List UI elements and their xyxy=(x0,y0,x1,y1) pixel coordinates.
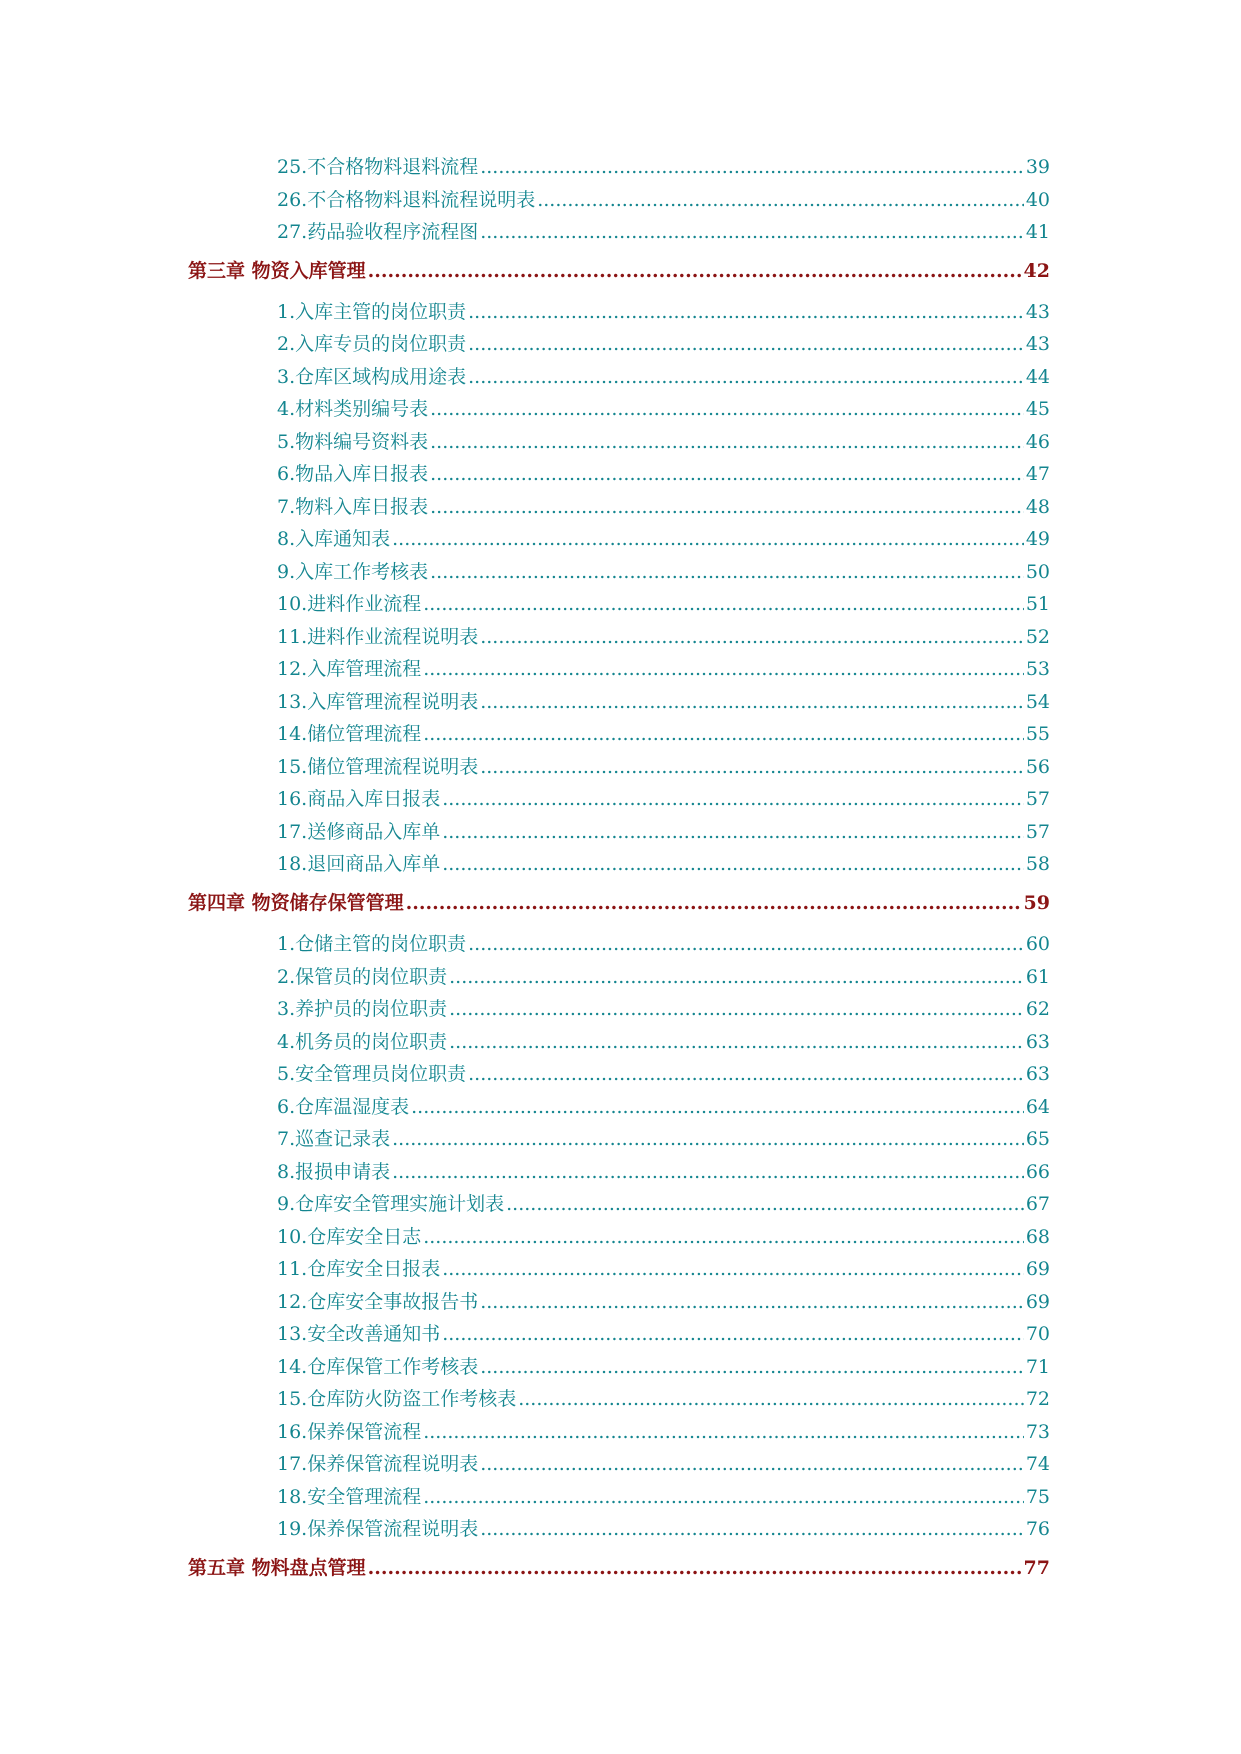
toc-entry[interactable] xyxy=(277,498,1050,517)
toc-page-number: 57 xyxy=(1025,821,1050,843)
toc-entry[interactable] xyxy=(277,335,1050,354)
toc-entry-title: 15.储位管理流程说明表 xyxy=(277,756,479,778)
toc-page-number: 39 xyxy=(1025,156,1050,178)
toc-page-number: 41 xyxy=(1025,221,1050,243)
toc-page-number: 70 xyxy=(1025,1323,1050,1345)
dot-leader xyxy=(468,303,1024,322)
dot-leader xyxy=(480,158,1024,177)
toc-entry-title: 第三章 物资入库管理 xyxy=(188,260,366,282)
toc-page-number: 45 xyxy=(1025,398,1050,420)
dot-leader xyxy=(423,660,1024,679)
toc-entry-title: 15.仓库防火防盗工作考核表 xyxy=(277,1388,517,1410)
toc-entry[interactable] xyxy=(277,758,1050,777)
toc-page-number: 66 xyxy=(1025,1161,1050,1183)
toc-page-number: 62 xyxy=(1025,998,1050,1020)
toc-entry-title: 13.安全改善通知书 xyxy=(277,1323,441,1345)
dot-leader xyxy=(442,823,1024,842)
dot-leader xyxy=(518,1390,1024,1409)
toc-entry-title: 4.材料类别编号表 xyxy=(277,398,429,420)
toc-entry[interactable] xyxy=(277,1228,1050,1247)
toc-page-number: 50 xyxy=(1025,561,1050,583)
toc-entry-title: 9.入库工作考核表 xyxy=(277,561,429,583)
toc-entry-title: 9.仓库安全管理实施计划表 xyxy=(277,1193,505,1215)
dot-leader xyxy=(411,1098,1024,1117)
dot-leader xyxy=(442,855,1024,874)
toc-page-number: 71 xyxy=(1025,1356,1050,1378)
dot-leader xyxy=(368,1559,1022,1578)
toc-entry-title: 7.巡查记录表 xyxy=(277,1128,391,1150)
toc-entry[interactable] xyxy=(277,1098,1050,1117)
toc-page-number: 64 xyxy=(1025,1096,1050,1118)
dot-leader xyxy=(430,465,1024,484)
dot-leader xyxy=(442,790,1024,809)
toc-page-number: 61 xyxy=(1025,966,1050,988)
dot-leader xyxy=(480,628,1024,647)
toc-chapter-entry[interactable] xyxy=(188,1559,1050,1578)
toc-entry-title: 25.不合格物料退料流程 xyxy=(277,156,479,178)
dot-leader xyxy=(480,758,1024,777)
dot-leader xyxy=(468,335,1024,354)
toc-page-number: 42 xyxy=(1023,260,1050,282)
dot-leader xyxy=(480,223,1024,242)
toc-page-number: 69 xyxy=(1025,1291,1050,1313)
toc-page-number: 43 xyxy=(1025,301,1050,323)
toc-entry-title: 第五章 物料盘点管理 xyxy=(188,1557,366,1579)
toc-entry-title: 5.物料编号资料表 xyxy=(277,431,429,453)
toc-page-number: 74 xyxy=(1025,1453,1050,1475)
toc-entry[interactable] xyxy=(277,855,1050,874)
toc-entry[interactable] xyxy=(277,968,1050,987)
toc-page-number: 52 xyxy=(1025,626,1050,648)
dot-leader xyxy=(392,530,1024,549)
toc-page-number: 68 xyxy=(1025,1226,1050,1248)
toc-entry-title: 14.仓库保管工作考核表 xyxy=(277,1356,479,1378)
dot-leader xyxy=(468,935,1024,954)
toc-entry[interactable] xyxy=(277,530,1050,549)
toc-entry-title: 3.养护员的岗位职责 xyxy=(277,998,448,1020)
toc-entry-title: 6.物品入库日报表 xyxy=(277,463,429,485)
toc-entry[interactable] xyxy=(277,1325,1050,1344)
toc-entry[interactable] xyxy=(277,1455,1050,1474)
toc-entry[interactable] xyxy=(277,433,1050,452)
toc-page-number: 43 xyxy=(1025,333,1050,355)
dot-leader xyxy=(423,1423,1024,1442)
toc-entry-title: 11.仓库安全日报表 xyxy=(277,1258,441,1280)
toc-entry[interactable] xyxy=(277,1358,1050,1377)
toc-entry[interactable] xyxy=(277,563,1050,582)
dot-leader xyxy=(449,1033,1024,1052)
dot-leader xyxy=(430,498,1024,517)
toc-entry[interactable] xyxy=(277,1000,1050,1019)
toc-entry-title: 27.药品验收程序流程图 xyxy=(277,221,479,243)
dot-leader xyxy=(430,563,1024,582)
toc-chapter-entry[interactable] xyxy=(188,894,1050,913)
toc-page-number: 49 xyxy=(1025,528,1050,550)
toc-entry-title: 16.保养保管流程 xyxy=(277,1421,422,1443)
toc-entry-title: 12.仓库安全事故报告书 xyxy=(277,1291,479,1313)
toc-page-number: 67 xyxy=(1025,1193,1050,1215)
toc-entry[interactable] xyxy=(277,1195,1050,1214)
toc-entry-title: 10.仓库安全日志 xyxy=(277,1226,422,1248)
toc-entry-title: 17.保养保管流程说明表 xyxy=(277,1453,479,1475)
toc-page-number: 63 xyxy=(1025,1031,1050,1053)
toc-entry-title: 19.保养保管流程说明表 xyxy=(277,1518,479,1540)
toc-page-number: 44 xyxy=(1025,366,1050,388)
toc-entry[interactable] xyxy=(277,223,1050,242)
dot-leader xyxy=(480,1293,1024,1312)
toc-page-number: 55 xyxy=(1025,723,1050,745)
toc-entry[interactable] xyxy=(277,790,1050,809)
toc-entry-title: 3.仓库区域构成用途表 xyxy=(277,366,467,388)
toc-entry-title: 6.仓库温湿度表 xyxy=(277,1096,410,1118)
toc-page-number: 60 xyxy=(1025,933,1050,955)
dot-leader xyxy=(392,1163,1024,1182)
toc-page-number: 46 xyxy=(1025,431,1050,453)
toc-page-number: 48 xyxy=(1025,496,1050,518)
toc-entry[interactable] xyxy=(277,1390,1050,1409)
toc-entry[interactable] xyxy=(277,1065,1050,1084)
dot-leader xyxy=(442,1325,1024,1344)
toc-entry-title: 2.入库专员的岗位职责 xyxy=(277,333,467,355)
toc-entry[interactable] xyxy=(277,628,1050,647)
toc-page-number: 73 xyxy=(1025,1421,1050,1443)
toc-entry[interactable] xyxy=(277,1423,1050,1442)
toc-entry-title: 7.物料入库日报表 xyxy=(277,496,429,518)
toc-entry-title: 4.机务员的岗位职责 xyxy=(277,1031,448,1053)
dot-leader xyxy=(506,1195,1024,1214)
dot-leader xyxy=(423,595,1024,614)
toc-entry[interactable] xyxy=(277,595,1050,614)
toc-entry[interactable] xyxy=(277,465,1050,484)
dot-leader xyxy=(430,433,1024,452)
dot-leader xyxy=(468,368,1024,387)
toc-entry-title: 8.入库通知表 xyxy=(277,528,391,550)
dot-leader xyxy=(449,1000,1024,1019)
toc-entry-title: 2.保管员的岗位职责 xyxy=(277,966,448,988)
toc-entry[interactable] xyxy=(277,693,1050,712)
dot-leader xyxy=(449,968,1024,987)
toc-page-number: 65 xyxy=(1025,1128,1050,1150)
toc-page-number: 75 xyxy=(1025,1486,1050,1508)
toc-entry[interactable] xyxy=(277,191,1050,210)
toc-entry-title: 18.安全管理流程 xyxy=(277,1486,422,1508)
toc-chapter-entry[interactable] xyxy=(188,262,1050,281)
toc-entry-title: 12.入库管理流程 xyxy=(277,658,422,680)
toc-page-number: 51 xyxy=(1025,593,1050,615)
toc-entry-title: 26.不合格物料退料流程说明表 xyxy=(277,189,536,211)
toc-entry[interactable] xyxy=(277,1163,1050,1182)
toc-entry[interactable] xyxy=(277,1260,1050,1279)
dot-leader xyxy=(406,894,1022,913)
toc-page-number: 57 xyxy=(1025,788,1050,810)
toc-entry[interactable] xyxy=(277,400,1050,419)
toc-entry[interactable] xyxy=(277,823,1050,842)
toc-page-number: 59 xyxy=(1023,892,1050,914)
toc-page-number: 47 xyxy=(1025,463,1050,485)
dot-leader xyxy=(480,1520,1024,1539)
dot-leader xyxy=(480,693,1024,712)
toc-entry-title: 11.进料作业流程说明表 xyxy=(277,626,479,648)
toc-entry-title: 10.进料作业流程 xyxy=(277,593,422,615)
dot-leader xyxy=(480,1455,1024,1474)
dot-leader xyxy=(392,1130,1024,1149)
toc-entry-title: 8.报损申请表 xyxy=(277,1161,391,1183)
toc-page-number: 56 xyxy=(1025,756,1050,778)
toc-page-number: 76 xyxy=(1025,1518,1050,1540)
toc-entry-title: 13.入库管理流程说明表 xyxy=(277,691,479,713)
toc-entry[interactable] xyxy=(277,158,1050,177)
toc-entry-title: 5.安全管理员岗位职责 xyxy=(277,1063,467,1085)
toc-entry[interactable] xyxy=(277,1488,1050,1507)
toc-page-number: 63 xyxy=(1025,1063,1050,1085)
toc-entry[interactable] xyxy=(277,660,1050,679)
toc-page-number: 54 xyxy=(1025,691,1050,713)
toc-entry-title: 18.退回商品入库单 xyxy=(277,853,441,875)
toc-entry-title: 1.入库主管的岗位职责 xyxy=(277,301,467,323)
toc-page-number: 69 xyxy=(1025,1258,1050,1280)
dot-leader xyxy=(430,400,1024,419)
dot-leader xyxy=(537,191,1024,210)
dot-leader xyxy=(368,262,1022,281)
toc-entry[interactable] xyxy=(277,1293,1050,1312)
dot-leader xyxy=(423,725,1024,744)
toc-entry[interactable] xyxy=(277,1520,1050,1539)
dot-leader xyxy=(468,1065,1024,1084)
toc-entry-title: 14.储位管理流程 xyxy=(277,723,422,745)
toc-entry-title: 1.仓储主管的岗位职责 xyxy=(277,933,467,955)
toc-page-number: 72 xyxy=(1025,1388,1050,1410)
toc-entry[interactable] xyxy=(277,368,1050,387)
toc-page-number: 77 xyxy=(1023,1557,1050,1579)
toc-entry[interactable] xyxy=(277,1033,1050,1052)
toc-entry[interactable] xyxy=(277,1130,1050,1149)
toc-entry-title: 第四章 物资储存保管管理 xyxy=(188,892,404,914)
dot-leader xyxy=(480,1358,1024,1377)
dot-leader xyxy=(442,1260,1024,1279)
dot-leader xyxy=(423,1488,1024,1507)
toc-entry[interactable] xyxy=(277,303,1050,322)
dot-leader xyxy=(423,1228,1024,1247)
toc-entry[interactable] xyxy=(277,725,1050,744)
toc-entry[interactable] xyxy=(277,935,1050,954)
toc-page-number: 58 xyxy=(1025,853,1050,875)
toc-page-number: 40 xyxy=(1025,189,1050,211)
toc-entry-title: 16.商品入库日报表 xyxy=(277,788,441,810)
toc-entry-title: 17.送修商品入库单 xyxy=(277,821,441,843)
toc-page-number: 53 xyxy=(1025,658,1050,680)
